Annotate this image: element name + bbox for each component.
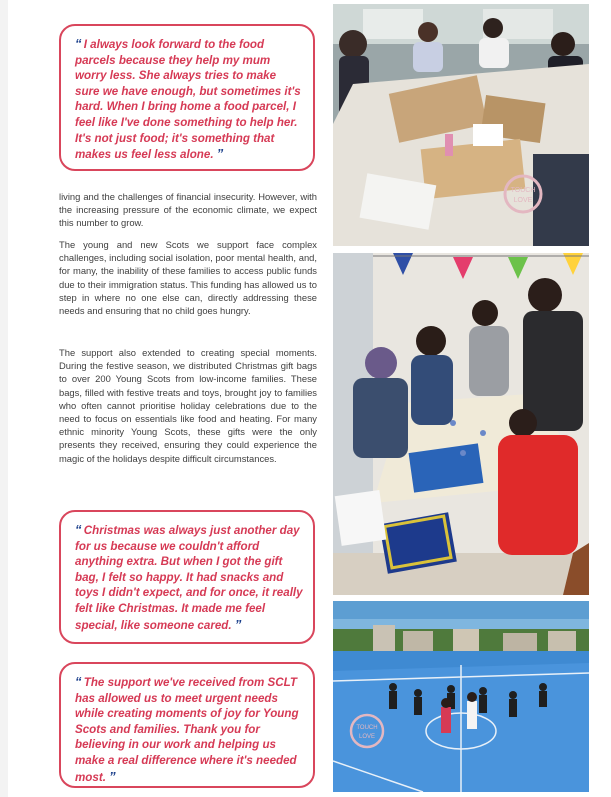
quote-text: I always look forward to the food parcels because they help my mum worry less. She always tries to make sure we have enough, but sometimes it's hard. When I bring home a food parcel, I feel like I've done something to help her. It's not just food; it's something that makes us feel less alone. — [75, 38, 301, 162]
page-edge-shadow — [0, 0, 8, 797]
photo-craft-workshop — [333, 4, 589, 246]
quote-text: The support we've received from SCLT has allowed us to meet urgent needs while creating moments of joy for Young Scots and families. Thank you for believing in our work and helping us make a real difference where it's needed most. — [75, 676, 299, 784]
watermark-text: LOVE — [513, 197, 533, 204]
close-quote-icon: ” — [234, 616, 241, 632]
watermark-text: TOUCH — [356, 725, 378, 731]
close-quote-icon: ” — [109, 768, 115, 784]
photo-children-board-game — [333, 253, 589, 595]
quote-text: Christmas was always just another day for us because we couldn't afford anything extra. But when I got the gift bag, I felt so happy. It had snacks and toys I didn't expect, and for once, it really felt like Christmas. It made me feel special, like someone cared. — [75, 524, 303, 632]
testimonial-quote-sclt-support — [59, 662, 315, 788]
body-paragraph-2: The young and new Scots we support face complex challenges, including social isolation, poor mental health, and, for many, the inability of these families to access public funds due to their immigration status. This funding has allowed us to step in where no one else can, directly addressing these needs and ensuring that no child goes hungry. — [59, 239, 317, 317]
photo-outdoor-football — [333, 601, 589, 792]
testimonial-quote-christmas — [59, 510, 315, 644]
close-quote-icon: ” — [216, 146, 223, 162]
watermark-text: LOVE — [358, 734, 376, 740]
body-paragraph-3: The support also extended to creating special moments. During the festive season, we distributed Christmas gift bags to over 200 Young Scots from low-income families. These bags, filled with festive treats and toys, brought joy to families who often cannot prioritise holiday celebrations due to the need to focus on essentials like food and heating. For many ethnic minority Young Scots, these gifts were the only presents they received, ensuring they could experience the magic of the holidays despite difficult circumstances. — [59, 347, 317, 464]
watermark-text: TOUCH — [510, 187, 536, 194]
open-quote-icon: “ — [75, 36, 81, 51]
open-quote-icon: “ — [75, 674, 81, 689]
body-paragraph-1: living and the challenges of financial insecurity. However, with the increasing pressure of the economic climate, we expect this number to grow. — [59, 191, 317, 229]
testimonial-quote-food-parcels — [59, 24, 315, 171]
open-quote-icon: “ — [75, 522, 81, 537]
